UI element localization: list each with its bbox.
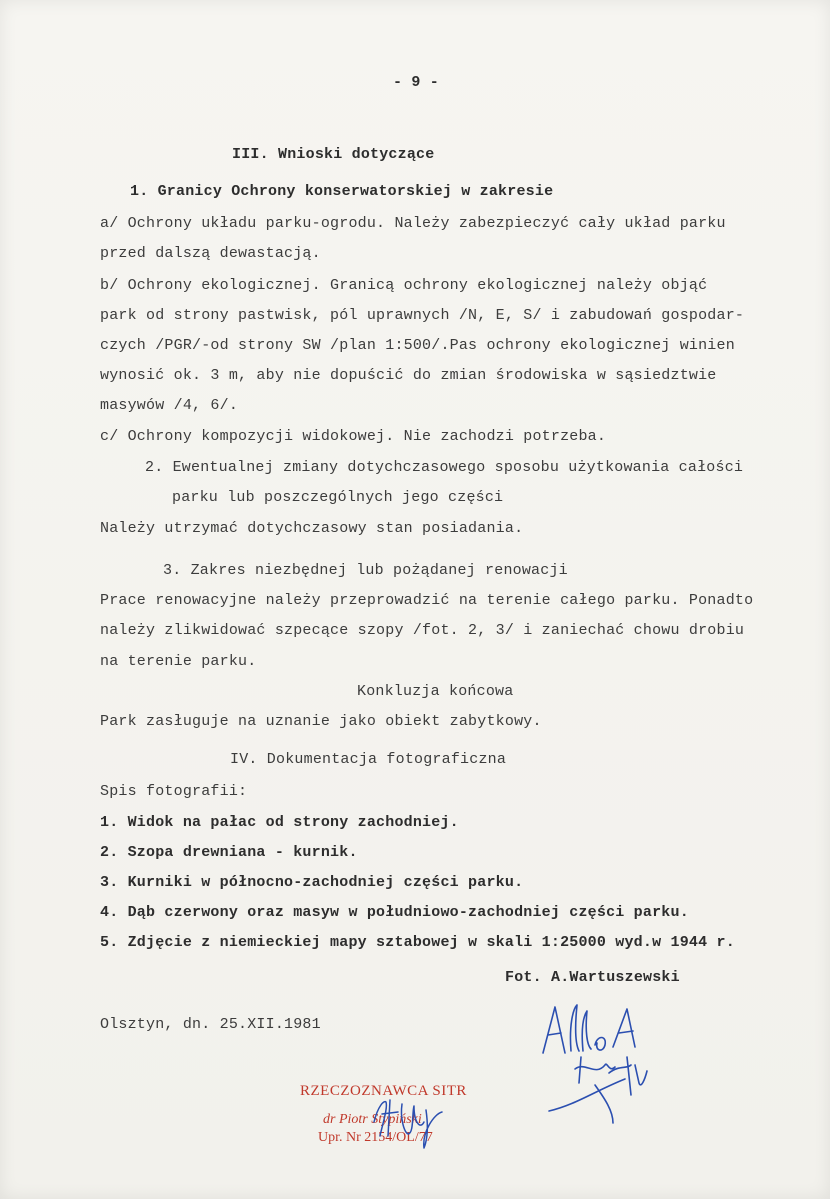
stamp-line-1: RZECZOZNAWCA SITR xyxy=(300,1083,467,1099)
point-3-line-4: na terenie parku. xyxy=(100,653,257,670)
stamp-initials-signature xyxy=(368,1092,468,1152)
photo-list-item: 3. Kurniki w północno-zachodniej części parku. xyxy=(100,874,524,891)
point-a-line-1: a/ Ochrony układu parku-ogrodu. Należy zabezpieczyć cały układ parku xyxy=(100,215,726,232)
conclusion-title: Konkluzja końcowa xyxy=(357,683,514,700)
point-3-line-3: należy zlikwidować szpecące szopy /fot. 2, 3/ i zaniechać chowu drobiu xyxy=(100,622,745,639)
page-number: - 9 - xyxy=(393,74,440,91)
point-a-line-2: przed dalszą dewastacją. xyxy=(100,245,321,262)
photo-list-item: 2. Szopa drewniana - kurnik. xyxy=(100,844,358,861)
photo-list-item: 1. Widok na pałac od strony zachodniej. xyxy=(100,814,459,831)
point-b-line-5: masywów /4, 6/. xyxy=(100,397,239,414)
point-b-line-4: wynosić ok. 3 m, aby nie dopuścić do zmian środowiska w sąsiedztwie xyxy=(100,367,717,384)
photo-list-item: 5. Zdjęcie z niemieckiej mapy sztabowej w skali 1:25000 wyd.w 1944 r. xyxy=(100,934,735,951)
point-c-line-1: c/ Ochrony kompozycji widokowej. Nie zachodzi potrzeba. xyxy=(100,428,607,445)
point-3-line-1: 3. Zakres niezbędnej lub pożądanej renowacji xyxy=(163,562,568,579)
point-2-line-2: parku lub poszczególnych jego części xyxy=(172,489,504,506)
place-and-date: Olsztyn, dn. 25.XII.1981 xyxy=(100,1016,321,1033)
point-b-line-2: park od strony pastwisk, pól uprawnych /N, E, S/ i zabudowań gospodar- xyxy=(100,307,745,324)
point-1-heading: 1. Granicy Ochrony konserwatorskiej w zakresie xyxy=(130,183,554,200)
point-b-line-1: b/ Ochrony ekologicznej. Granicą ochrony ekologicznej należy objąć xyxy=(100,277,708,294)
photo-list-item: 4. Dąb czerwony oraz masyw w południowo-zachodniej części parku. xyxy=(100,904,689,921)
photo-credit: Fot. A.Wartuszewski xyxy=(505,969,680,986)
stamp-line-3: Upr. Nr 2154/OL/77 xyxy=(318,1130,433,1145)
section-iii-title: III. Wnioski dotyczące xyxy=(232,146,435,163)
stamp-line-2: dr Piotr Stypiński xyxy=(323,1112,422,1127)
point-2-line-3: Należy utrzymać dotychczasowy stan posiadania. xyxy=(100,520,524,537)
point-2-line-1: 2. Ewentualnej zmiany dotychczasowego sposobu użytkowania całości xyxy=(145,459,744,476)
handwritten-signature xyxy=(535,995,675,1135)
point-3-line-2: Prace renowacyjne należy przeprowadzić na terenie całego parku. Ponadto xyxy=(100,592,754,609)
point-b-line-3: czych /PGR/-od strony SW /plan 1:500/.Pas ochrony ekologicznej winien xyxy=(100,337,735,354)
conclusion-text: Park zasługuje na uznanie jako obiekt zabytkowy. xyxy=(100,713,542,730)
section-iv-title: IV. Dokumentacja fotograficzna xyxy=(230,751,507,768)
photo-list-title: Spis fotografii: xyxy=(100,783,248,800)
